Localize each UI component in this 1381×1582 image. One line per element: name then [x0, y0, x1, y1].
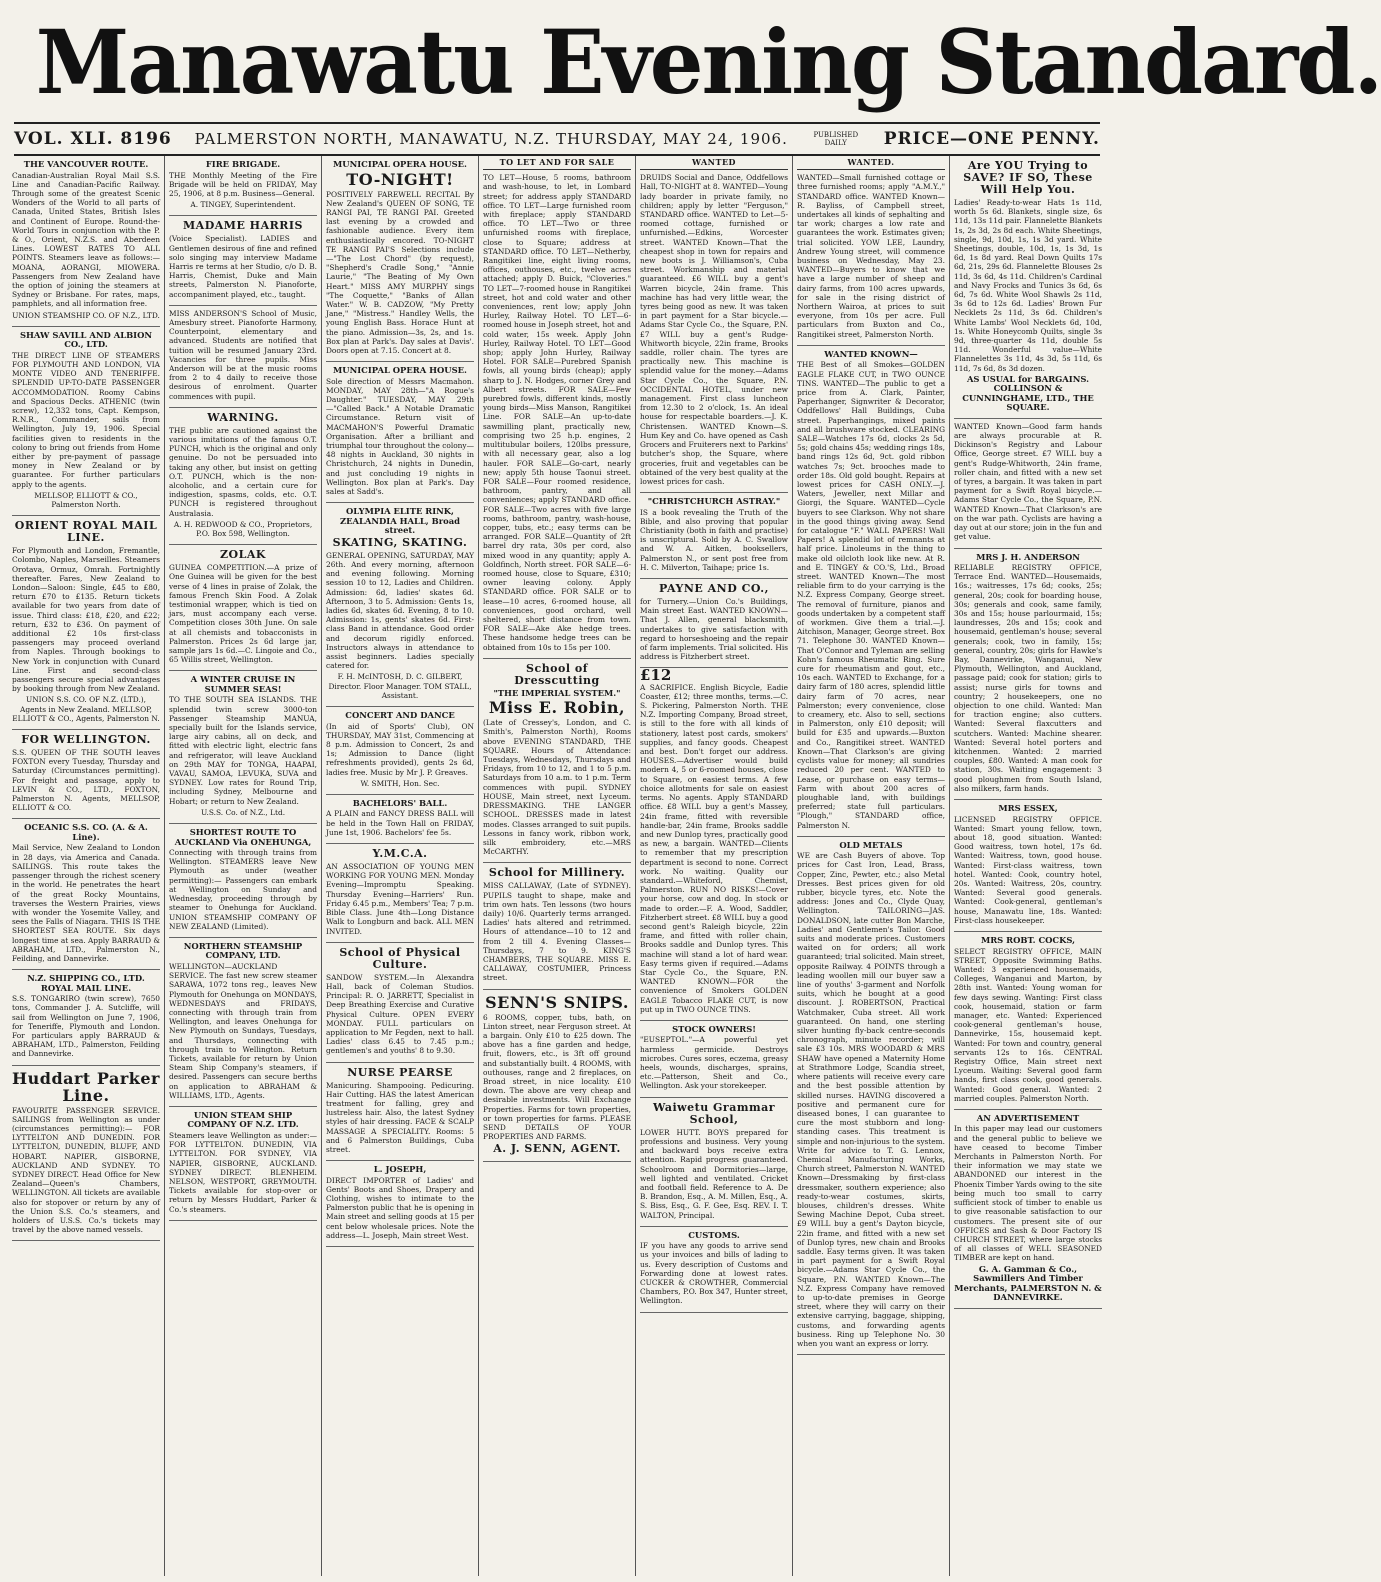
ad-text: Mail Service, New Zealand to London in 28 days, via America and Canada. SAILINGS. This route takes the passenger through the richest scenery in the world. He penetrates the heart of the great Rocky Mountains, traverses the Western Prairies, views with wonder the Yosemite Valley, and sees the Falls of Niagara. THIS IS THE SHORTEST SEA ROUTE. Six days longest time at sea. Apply BARRAUD & ABRAHAM, LTD., Palmerston N., Feilding, and Dannevirke. — [12, 843, 160, 963]
ad-text: In this paper may lead our customers and the general public to believe we have ceased to become Timber Merchants in Palmerston North. For their information we may state we ABANDONED our interest in the Phoenix Timber Yards owing to the site being much too small to carry sufficient stock of timber to enable us to give reasonable satisfaction to our customers. The present site of our OFFICES and Sash & Door Factory IS CHURCH STREET, where large stocks of all classes of WELL SEASONED TIMBER are kept on hand. — [954, 1124, 1102, 1263]
to-let-for-sale-listings — [483, 170, 631, 659]
place-date: PALMERSTON NORTH, MANAWATU, N.Z. THURSDAY, MAY 24, 1906. — [194, 130, 788, 148]
ad-title: L. JOSEPH, — [373, 1164, 427, 1175]
ad-bachelors-ball — [326, 795, 474, 844]
ad-title: OCEANIC S.S. CO. (A. & A. Line). — [24, 822, 148, 842]
ad-title: PAYNE AND CO., — [659, 582, 769, 596]
ad-text: Steamers leave Wellington as under:— FOR LYTTELTON. DUNEDIN, VIA LYTTELTON. FOR SYDNEY, VIA NAPIER, GISBORNE, AUCKLAND. SYDNEY DIRECT. BLENHEIM. NELSON, WESTPORT, GREYMOUTH. Tickets available for stop-over or return by Messrs Huddart, Parker & Co.'s steamers. — [169, 1130, 317, 1214]
ad-title: MUNICIPAL OPERA HOUSE. — [333, 365, 467, 376]
ad-for-wellington — [12, 730, 160, 819]
ad-shortest-route — [169, 824, 317, 938]
column-6 — [793, 156, 950, 1576]
ad-text: S.S. QUEEN OF THE SOUTH leaves FOXTON every Tuesday, Thursday and Saturday (Circumstances permitting). For freight and passage, apply to LEVIN & CO., LTD., FOXTON, Palmerston N. Agents, MELLSOP, ELLIOTT & CO. — [12, 748, 160, 813]
ad-old-metals — [797, 837, 945, 1355]
ad-name: Miss E. Robin, — [488, 698, 626, 718]
ad-mrs-essex — [954, 800, 1102, 932]
ad-text: S.S. TONGARIRO (twin screw), 7650 tons, Commander J. A. Sutcliffe, will sail from Wellington on June 7, 1906, for Teneriffe, Plymouth and London. For particulars apply BARRAUD & ABRAHAM, LTD., Palmerston, Feilding and Dannevirke. — [12, 994, 160, 1059]
ad-title: NORTHERN STEAMSHIP COMPANY, LTD. — [183, 940, 303, 961]
ad-text: DIRECT IMPORTER of Ladies' and Gents' Boots and Shoes, Drapery and Clothing, wishes to intimate to the Palmerston public that he is opening in Main street and selling goods at 15 per cent below wholesale prices. Note the address—L. Joseph, Main street West. — [326, 1175, 474, 1240]
ad-text: WANTED Known—Good farm hands are always procurable at R. Dickinson's Registry and Labour Office, George street. £7 WILL buy a gent's Rudge-Whitworth, 24in frame, roller chain, and fitted with a new set of tyres, a bargain. It was taken in part payment for a Swift Royal bicycle.—Adams Star Cycle Co., the Square, P.N. WANTED Known—That Clarkson's are on the war path. Cyclists are having a day out at our store; join in the fun and get value. — [954, 421, 1102, 542]
ad-text: SELECT REGISTRY OFFICE, MAIN STREET, Opposite Swimming Baths. Wanted: 3 experienced housemaids, Colleges, Wanganui and Marton, by 28th inst. Wanted: Young woman for few days sewing. Wanting: First class cook, housemaid, station or farm manager, etc. Wanted: Experienced cook-general gentleman's house, Dannevirke, 15s, housemaid kept. Wanted: For town and country, general servants 12s to 16s. CENTRAL Registry Office, Main street next Lyceum. Waiting: Several good farm hands, first class cook, good generals. Wanted: Good general. Wanted: 2 married couples. Palmerston North. — [954, 946, 1102, 1103]
volume-number: VOL. XLI. 8196 — [14, 129, 172, 149]
ad-union-steamship — [169, 1107, 317, 1221]
ad-title: BACHELORS' BALL. — [352, 797, 448, 808]
ad-save-bargains — [954, 156, 1102, 419]
ad-agents: MELLSOP, ELLIOTT & CO., Palmerston North. — [34, 490, 138, 509]
column-2 — [165, 156, 322, 1576]
ad-headline: "THE IMPERIAL SYSTEM." — [493, 687, 621, 698]
column-4 — [479, 156, 636, 1576]
ad-text: for Turnery.—Union Co.'s Buildings, Main street East. WANTED KNOWN—That J. Allen, general blacksmith, undertakes to give satisfaction with regard to horseshoeing and the repair of farm implements. Trial solicited. His address is Fitzherbert street. — [640, 597, 788, 662]
column-5 — [636, 156, 793, 1576]
ad-text: "EUSEPTOL."—A powerful yet harmless germicide. Destroys microbes. Cures sores, eczema, greasy heels, wounds, discharges, sprains, etc.—Patterson, Sheit and Co., Wellington. Ask your storekeeper. — [640, 1035, 788, 1091]
ad-text: IS a book revealing the Truth of the Bible, and also proving that popular Christianity (both in faith and practise) is unscriptural. Sold by A. C. Swallow and W. A. Aitken, booksellers, Palmerston N., or sent post free from H. C. Milverton, Taihape; price 1s. — [640, 507, 788, 572]
ad-title: MADAME HARRIS — [183, 219, 303, 233]
ad-millinery — [483, 863, 631, 989]
ad-title: MUNICIPAL OPERA HOUSE. — [333, 159, 467, 169]
ad-title: NURSE PEARSE — [347, 1065, 453, 1079]
ad-oceanic — [12, 819, 160, 970]
masthead-title: Manawatu Evening Standard. — [35, 10, 1381, 114]
ad-text: LOWER HUTT. BOYS prepared for professions and business. Very young and backward boys receive extra attention. Rapid progress guaranteed. Schoolroom and Dormitories—large, well lighted and ventilated. Cricket and football field. Reference to A. De B. Brandon, Esq., A. M. Millen, Esq., A. S. Biss, Esq., G. F. Gee, Esq. REV. I. T. WALTON, Principal. — [640, 1127, 788, 1220]
ad-title: SENN'S SNIPS. — [485, 992, 629, 1012]
ad-physical-culture — [326, 943, 474, 1063]
ad-madame-harris — [169, 216, 317, 305]
ad-text: Canadian-Australian Royal Mail S.S. Line and Canadian-Pacific Railway. Through some of the greatest Scenic Wonders of the World to all parts of Canada, United States, British Isles and Continent of Europe. Round-the-World Tours in conjunction with the P. & O., Orient, N.Z.S. and Aberdeen Lines. LOWEST RATES TO ALL POINTS. Steamers leave as follows:— MOANA, AORANGI, MIOWERA. Passengers from New Zealand have the option of joining the steamers at Sydney or Brisbane. For rates, maps, pamphlets, and all information free. — [12, 170, 160, 309]
ad-orient-line — [12, 516, 160, 730]
ad-text: Sole direction of Messrs Macmahon. MONDAY, MAY 28th—"A Rogue's Daughter." TUESDAY, MAY 29th—"Called Back." A Notable Dramatic Circumstance. Return visit of MACMAHON'S Powerful Dramatic Organisation. After a brilliant and triumphal tour throughout the colony—48 nights in Auckland, 30 nights in Christchurch, 24 nights in Dunedin, and just concluding 19 nights in Wellington. Box plan at Park's. Day sales at Sadd's. — [326, 376, 474, 497]
ad-sign: A. TINGEY, Superintendent. — [190, 200, 296, 210]
ad-title: ORIENT ROYAL MAIL LINE. — [14, 519, 158, 545]
ad-text: Ladies' Ready-to-wear Hats 1s 11d, worth 5s 6d. Blankets, single size, 6s 11d, 13s 11d pair. Flannelette Blankets 1s, 2s 3d, 2s 8d each. White Sheetings, single, 9d, 10d, 1s, 1s 3d yard. White Sheetings, double, 10d, 1s, 1s 3d, 1s 6d, 1s 8d yard. Real Down Quilts 17s 6d, 21s, 29s 6d. Flannelette Blouses 2s 11d, 3s 6d, 4s 11d. Children's Cardinal and Navy Frocks and Tunics 3s 6d, 6s 6d, 7s 6d. White Wool Shawls 2s 11d, 3s 6d to 12s 6d. Ladies' Brown Fur Necklets 2s 11d, 3s 6d. Children's White Lambs' Wool Necklets 6d, 10d, 1s. White Honeycomb Quilts, single 3s 9d, three-quarter 4s 11d, double 5s 11d. Wonderful value—White Flannelettes 3s 11d, 4s 3d, 5s 11d, 6s 11d, 7s 6d, 8s 3d dozen. — [954, 198, 1102, 373]
ad-winter-cruise — [169, 671, 317, 824]
ad-text: WE are Cash Buyers of above. Top prices for Cast Iron, Lead, Brass, Copper, Zinc, Pewter, etc.; also Metal Dresses. Best prices given for old rubber, bicycle tyres, etc. Note the address: Jones and Co., Clyde Quay, Wellington. TAILORING—JAS. DONALDSON, late cutter Bon Marche, Ladies' and Gentlemen's Tailor. Good suits and moderate prices. Customers waited on for orders; all work guaranteed; trial solicited. Main street, opposite Railway. 4 POINTS through a leading woollen mill our buyer saw a line of youths' 3-garment and Norfolk suits, which he bought at a good discount. J. ROBERTSON, Practical Watchmaker, Cuba street. All work guaranteed. On hand, one sterling silver hunting fly-back centre-seconds chronograph, minute recorder; will sale £3 10s. MRS WOODARD & MRS SHAW have opened a Maternity Home at Strathmore Lodge, Scandia street, where patients will receive every care and the best possible attention by skilled nurses. HAVING discovered a positive and permanent cure for diseased bones, I can guarantee to cure the most stubborn and long-standing cases. This treatment is simple and non-injurious to the system. Write for advice to T. G. Lennox, Chemical Manufacturing Works, Church street, Palmerston N. WANTED Known—Dressmaking by first-class dressmaker, southern experience; also ready-to-wear costumes, skirts, blouses, children's dresses. White Sewing Machine Depot, Cuba street. £9 WILL buy a gent's Dayton bicycle, 22in frame, and fitted with a new set of Dunlop tyres, new chain and Brooks saddle. Easy terms given. It was taken in part payment for a Swift Royal bicycle.—Adams Star Cycle Co., the Square, P.N. WANTED Known—The N.Z. Express Company have removed to up-to-date premises in George street, where they will carry on their extensive carrying, baggage, shipping, customs, and forwarding agents business. Ring up Telephone No. 30 when you want an express or lorry. — [797, 851, 945, 1348]
ad-skating-rink — [326, 503, 474, 707]
ad-title: "CHRISTCHURCH ASTRAY." — [647, 496, 781, 507]
ad-title: ZOLAK — [220, 548, 266, 562]
ad-title: MRS ESSEX, — [998, 803, 1058, 814]
ad-title: CUSTOMS. — [688, 1229, 740, 1240]
ad-text: FAVOURITE PASSENGER SERVICE. SAILINGS from Wellington as under (circumstances permitting):— FOR LYTTELTON AND DUNEDIN. FOR LYTTELTON, DUNEDIN, BLUFF, AND HOBART. NAPIER, GISBORNE, AUCKLAND AND SYDNEY. TO SYDNEY DIRECT. Head Office for New Zealand—Queen's Chambers, WELLINGTON. All tickets are available also for stopover or return by any of the Union S.S. Co.'s steamers, and holders of U.S.S. Co.'s tickets may travel by the above named vessels. — [12, 1105, 160, 1235]
ad-christchurch-astray — [640, 493, 788, 579]
ad-text: Manicuring. Shampooing. Pedicuring. Hair Cutting. HAS the latest American treatment for falling, grey and lustreless hair. Also, the latest Sydney styles of hair dressing. FACE & SCALP MASSAGE A SPECIALITY. Rooms: 5 and 6 Palmerston Buildings, Cuba street. — [326, 1080, 474, 1154]
ad-vancouver-route — [12, 156, 160, 327]
ad-title: THE VANCOUVER ROUTE. — [23, 159, 149, 169]
ad-title: MRS ROBT. COCKS, — [980, 935, 1076, 946]
ad-title: Huddart Parker Line. — [12, 1068, 160, 1105]
ad-text: TO THE SOUTH SEA ISLANDS. THE splendid twin screw 3000-ton Passenger Steamship MANUA, specially built for the Islands service, large airy cabins, all on deck, and fitted with electric light, electric fans and refrigerator, will leave Auckland on 29th MAY for TONGA, HAAPAI, VAVAU, SAMOA, LEVUKA, SUVA and SYDNEY. Low rates for Round Trip, including Sydney, Melbourne and Hobart; or return to New Zealand. — [169, 695, 317, 806]
ad-title: OLD METALS — [839, 839, 903, 850]
ad-text: POSITIVELY FAREWELL RECITAL By New Zealand's QUEEN OF SONG, TE RANGI PAI, TE RANGI PAI. Greeted last evening by a crowded and fashionable audience. Every item enthusiastically encored. TO-NIGHT TE RANGI PAI'S Selections include—"The Lost Chord" (by request), "Shepherd's Cradle Song," "Annie Laurie," "The Beating of My Own Heart." MISS AMY MURPHY sings "The Coquette," "Banks of Allan Water." W. B. CADZOW, "My Pretty Jane," "Mistress." Handley Wells, the young English Bass. Horace Hunt at the piano. Admission—3s, 2s, and 1s. Box plan at Park's. Day sales at Davis'. Doors open at 7.15. Concert at 8. — [326, 189, 474, 355]
ad-text: SANDOW SYSTEM.—In Alexandra Hall, back of Coleman Studios. Principal: R. O. JARRETT, Specialist in Deep Breathing Exercise and Curative Physical Culture. OPEN EVERY MONDAY. FULL particulars on application to Mr Fegden, next to hall. Ladies' class 6.45 to 7.45 p.m.; gentlemen's and youths' 8 to 9.30. — [326, 972, 474, 1056]
ad-text: IF you have any goods to arrive send us your invoices and bills of lading to us. Every description of Customs and Forwarding done at lowest rates. CUCKER & CROWTHER, Commercial Chambers, P.O. Box 347, Hunter street, Wellington. — [640, 1241, 788, 1306]
column-7 — [950, 156, 1106, 1576]
ad-text: Connecting with through trains from Wellington. STEAMERS leave New Plymouth as under (weather permitting):— Passengers can embark at Wellington on Sunday and Wednesday, proceeding through by steamer to Onehunga for Auckland. UNION STEAMSHIP COMPANY OF NEW ZEALAND (Limited). — [169, 848, 317, 931]
ad-wanted-known — [797, 346, 945, 837]
ad-title: Y.M.C.A. — [372, 847, 428, 861]
ad-sign: F. H. McINTOSH, D. C. GILBERT, Director. Floor Manager. TOM STALL, Assistant. — [328, 672, 472, 700]
ad-customs — [640, 1227, 788, 1313]
ad-title: SHORTEST ROUTE TO AUCKLAND Via ONEHUNGA, — [174, 827, 312, 847]
ad-senns-snips — [483, 990, 631, 1163]
ad-footer: G. A. Gamman & Co., Sawmillers And Timber Merchants, PALMERSTON N. & DANNEVIRKE. — [954, 1263, 1102, 1303]
ad-footer: AS USUAL for BARGAINS. COLLINSON & CUNNINGHAME, LTD., THE SQUARE. — [962, 373, 1094, 413]
wanted-listings — [797, 170, 945, 346]
wanted-listings — [640, 170, 788, 493]
ad-text: DRUIDS Social and Dance, Oddfellows Hall, TO-NIGHT at 8. WANTED—Young lady boarder in private family, no children; apply by letter "Ferguson," STANDARD office. WANTED to Let—5-roomed cottage, furnished or unfurnished.—Edkins, Worcester street. WANTED Known—That the cheapest shop in town for repairs and new boots is J. Williamson's, Cuba street. Workmanship and material guaranteed. £6 WILL buy a gent's Warren bicycle, 24in frame. This machine has had very little wear, the tyres being good as new. It was taken in part payment for a Star bicycle.—Adams Star Cycle Co., the Square, P.N. £7 WILL buy a gent's Rudge-Whitworth bicycle, 22in frame, Brooks saddle, roller chain. The tyres are practically new. This machine is splendid value for the money.—Adams Star Cycle Co., the Square, P.N. OCCIDENTAL HOTEL, under new management. First class luncheon from 12.30 to 2 o'clock, 1s. An ideal house for respectable boarders.—J. K. Christensen. WANTED Known—S. Hum Key and Co. have opened as Cash Grocers and Fruiterers next to Parkins' butcher's shop, the Square, where groceries, fruit and vegetables can be obtained of the very best quality at the lowest prices for cash. — [640, 173, 788, 486]
ad-shaw-savill — [12, 327, 160, 516]
ad-text: A PLAIN and FANCY DRESS BALL will be held in the Town Hall on FRIDAY, June 1st, 1906. Bachelors' fee 5s. — [326, 809, 474, 837]
ad-title: FIRE BRIGADE. — [205, 159, 281, 169]
ad-headline: TO-NIGHT! — [346, 169, 454, 189]
section-header: WANTED — [640, 156, 788, 170]
ad-opera-house-macmahon — [326, 362, 474, 503]
ad-mrs-cocks — [954, 932, 1102, 1110]
ad-text: For Plymouth and London, Fremantle, Colombo, Naples, Marseilles. Steamers Orotava, Ormuz, Omrah. Fortnightly thereafter. Fares, New Zealand to London—Saloon: Single, £45 to £80, return £70 to £135. Return tickets available for two years from date of issue. Third class: £18, £20, and £22; return, £32 to £36. On payment of additional £2 10s first-class passengers may proceed overland from Naples. Through bookings to New York in conjunction with Cunard Line. First and second-class passengers secure special advantages by booking through from New Zealand. — [12, 546, 160, 694]
ad-text: GENERAL OPENING, SATURDAY, MAY 26th. And every morning, afternoon and evening following. Morning session 10 to 12, Ladies and Children. Admission: 6d, ladies' skates 6d. Afternoon, 3 to 5. Admission: Gents 1s, ladies 6d, skates 6d. Evening, 8 to 10. Admission: 1s, gents' skates 6d. First-class Band in attendance. Good order and decorum rigidly enforced. Instructors always in attendance to assist beginners. Ladies specially catered for. — [326, 550, 474, 671]
ad-text: RELIABLE REGISTRY OFFICE, Terrace End. WANTED—Housemaids, 16s.; waitresses, 17s 6d; cooks, 25s; general, 20s; cook for boarding house, 30s; generals and cook, same family, 30s and 15s; house parlourmaid, 15s; laundresses, 20s and 15s; cook and housemaid, gentleman's house; several generals; cook, two in family, 15s; general, country, 20s; girls for Hawke's Bay, Dannevirke, Wanganui, New Plymouth, Wellington, and Auckland, passage paid; cook for station; girls to assist; nurse girls for towns and country; 2 housekeepers, one no objection to one child. Wanted: Man for traction engine; also cutters. Wanted: Several flaxcutters and scutchers. Wanted: Machine shearer. Wanted: Several hotel porters and kitchenmen. Wanted: 2 married couples, £80. Wanted: A man cook for station, 30s. Waiting engagement: 3 good ploughmen from South Island, also milkers, farm hands. — [954, 563, 1102, 793]
ad-text: TO LET—House, 5 rooms, bathroom and wash-house, to let, in Lombard street; for address apply STANDARD office. TO LET—Large furnished room with fireplace; apply STANDARD office. TO LET—Two or three unfurnished rooms with fireplace, close to Square; address at STANDARD office. TO LET—Netherby, Rangitikei line, eight living rooms, offices, outhouses, etc., twelve acres attached; apply D. Buick, "Cloveries." TO LET—7-roomed house in Rangitikei street, hot and cold water and other conveniences, rent low; apply John Hurley, Railway Hotel. TO LET—6-roomed house in Joseph street, hot and cold water, 15s week. Apply John Hurley, Railway Hotel. TO LET—Good shop; apply John Hurley, Railway Hotel. FOR SALE—Purebred Spanish fowls, all young birds (cheap); apply sharp to J. N. Hodges, corner Grey and Albert streets. FOR SALE—Few purebred fowls, different kinds, mostly young birds—Miss Manson, Rangitikei Line. FOR SALE—An up-to-date sawmilling plant, practically new, comprising two 25 h.p. engines, 2 multitubular boilers, 120lbs pressure, with all necessary gear, also a log hauler. FOR SALE—Go-cart, nearly new; apply 5th house Taonui street. FOR SALE—Four roomed residence, bathroom, pantry, and all conveniences; apply STANDARD office. FOR SALE—Two acres with five large rooms, bathroom, pantry, wash-house, copper, tubs, etc.; easy terms can be arranged. FOR SALE—Quantity of 2ft barrel dry rata, 30s per cord, also mixed wood in any quantity; apply A. Goldfinch, North street. FOR SALE—6-roomed house, close to Square, £310; owner leaving colony. Apply STANDARD office. FOR SALE or to lease—10 acres, 6-roomed house, all conveniences, good orchard, well sheltered, short distance from town. FOR SALE—Ake Ake hedge trees. These handsome hedge trees can be obtained from 10s to 15s per 100. — [483, 173, 631, 652]
ad-text: WANTED—Small furnished cottage or three furnished rooms; apply "A.M.Y.," STANDARD office. WANTED Known—R. Bayliss, of Campbell street, undertakes all kinds of sephalting and tar work; charges a low rate and guarantees the work. Estimates given; trial solicited. YOW LEE, Laundry, Andrew Young street, will commence business on Wednesday, May 23. WANTED—Buyers to know that we have a large number of sheep and dairy farms, from 100 acres upwards, for sale in the rising district of Northern Wairoa, at prices to suit everyone, from 10s per acre. Full particulars from Buxton and Co., Rangitikei street, Palmerston North. — [797, 173, 945, 339]
ad-title: School for Millinery. — [488, 866, 626, 880]
ad-title: SHAW SAVILL AND ALBION CO., LTD. — [19, 329, 153, 350]
section-header: TO LET AND FOR SALE — [483, 156, 631, 170]
ad-text: 6 ROOMS, copper, tubs, bath, on Linton street, near Ferguson street. At a bargain. Only £10 to £25 down. The above has a fine garden and hedge, fruit, flowers, etc., is 3ft off ground and substantially built. 4 ROOMS, with outhouses, range and 2 fireplaces, on Broad street, in nice locality. £10 down. The above are very cheap and desirable investments. Will Exchange Properties. Farms for town properties, or town properties for farms. PLEASE SEND DETAILS OF YOUR PROPERTIES AND FARMS. — [483, 1012, 631, 1142]
ad-title: WANTED KNOWN— — [824, 348, 918, 359]
ad-title: N.Z. SHIPPING CO., LTD. ROYAL MAIL LINE. — [27, 973, 145, 993]
dateline-bar — [14, 122, 1100, 156]
ad-agents: UNION S.S. CO. OF N.Z. (LTD.), Agents in New Zealand. MELLSOP, ELLIOTT & CO., Agents, Palmerston N. — [12, 695, 160, 723]
ad-concert-dance — [326, 707, 474, 795]
ad-agents: UNION STEAMSHIP CO. OF N.Z., LTD. — [12, 310, 160, 320]
ad-title: STOCK OWNERS! — [672, 1023, 756, 1034]
column-1 — [8, 156, 165, 1576]
ad-text: THE Monthly Meeting of the Fire Brigade will be held on FRIDAY, May 25, 1906, at 8 p.m. Business—General. — [169, 170, 317, 198]
ad-title: Are YOU Trying to SAVE? IF SO, These Will Help You. — [963, 159, 1093, 196]
ad-dresscutting — [483, 659, 631, 864]
ad-payne-and-co — [640, 579, 788, 668]
ad-sacrifice — [640, 668, 788, 1021]
ad-warning — [169, 408, 317, 545]
ad-text: THE DIRECT LINE OF STEAMERS FOR PLYMOUTH AND LONDON, VIA MONTE VIDEO AND TENERIFFE. SPLENDID UP-TO-DATE PASSENGER ACCOMMODATION. Roomy Cabins and Spacious Decks. ATHENIC (twin screw), 12,332 tons, Capt. Kempson, R.N.R., Commander, sails from Wellington, July 19, 1906. Special facilities given to residents in the colony to bring out friends from Home either by pre-payment of passage money in New Zealand or by guarantee. For further particulars apply to the agents. — [12, 350, 160, 489]
ad-text: AN ASSOCIATION OF YOUNG MEN WORKING FOR YOUNG MEN. Monday Evening—Impromptu Speaking. Thursday Evening—Harriers' Run. Friday 6.45 p.m., Members' Tea; 7 p.m. Bible Class. June 4th—Long Distance Walk to Longburn and back. ALL MEN INVITED. — [326, 862, 474, 936]
ad-sign: W. SMITH, Hon. Sec. — [360, 778, 440, 788]
ad-l-joseph — [326, 1161, 474, 1247]
ad-grammar-school — [640, 1098, 788, 1227]
ad-title: Waiwetu Grammar School, — [652, 1100, 776, 1126]
price: PRICE—ONE PENNY. — [883, 129, 1100, 149]
ad-fire-brigade — [169, 156, 317, 216]
ad-northern-steamship — [169, 938, 317, 1107]
published-daily: PUBLISHED DAILY — [813, 131, 859, 147]
ad-title: FOR WELLINGTON. — [21, 733, 151, 747]
ad-title: WARNING. — [207, 410, 279, 424]
ad-sign: A. H. REDWOOD & CO., Proprietors, P.O. Box 598, Wellington. — [173, 519, 313, 538]
ad-text: (Late of Cressey's, London, and C. Smith's, Palmerston North), Rooms above EVENING STANDARD, THE SQUARE. Hours of Attendance: Tuesdays, Wednesdays, Thursdays and Fridays, from 10 to 12, and 1 to 5 p.m. Saturdays from 10 a.m. to 1 p.m. Term commences with pupil. SYDNEY HOUSE, Main street, next Lyceum. DRESSMAKING. THE LANGER SCHOOL. DRESSES made in latest modes. Classes arranged to suit pupils. Lessons in fancy work, ribbon work, silk embroidery, etc.—MRS McCARTHY. — [483, 718, 631, 857]
ad-nurse-pearse — [326, 1063, 474, 1162]
ad-title: A WINTER CRUISE IN SUMMER SEAS! — [190, 674, 296, 694]
ad-gamman — [954, 1110, 1102, 1309]
ad-huddart-parker — [12, 1066, 160, 1242]
column-3 — [322, 156, 479, 1576]
ad-title: CONCERT AND DANCE — [345, 710, 455, 721]
ad-stock-owners — [640, 1021, 788, 1098]
ad-price: £12 — [640, 666, 672, 685]
ad-text: (In aid of Sports' Club), ON THURSDAY, MAY 31st, Commencing at 8 p.m. Admission to Concert, 2s and 1s; Admission to Dance (light refreshments provided), gents 2s 6d, ladies free. Music by Mr J. P. Greaves. — [326, 721, 474, 777]
ad-text: A SACRIFICE. English Bicycle, Eadie Coaster, £12; three months, terms.—C. S. Pickering, Palmerston North. THE N.Z. Importing Company, Broad street, is still to the fore with all kinds of stationery, latest post cards, smokers' supplies, and fancy goods. Cheapest and best. Don't forget our address. HOUSES.—Advertiser would build modern 4, 5 or 6-roomed houses, close to Square, on easiest terms. A few choice allotments for sale on easiest terms. No agents. Apply STANDARD office. £8 WILL buy a gent's Massey, 24in frame, fitted with reversible handle-bar, 24in frame, Brooks saddle and new Dunlop tyres, practically good as new, a bargain. WANTED—Clients to remember that my prescription department is second to none. Correct work. No waiting. Quality our standard.—Whiteford, Chemist, Palmerston. RUN NO RISKS!—Cover your horse, cow and dog. In stock or made to order.—F. A. Wood, Saddler, Fitzherbert street. £8 WILL buy a good second gent's Raleigh bicycle, 22in frame, and fitted with roller chain, Brooks saddle and Dunlop tyres. This machine will stand a lot of hard wear. Easy terms given if required.—Adams Star Cycle Co., the Square, P.N. WANTED KNOWN—FOR the convenience of Smokers GOLDEN EAGLE Tobacco FLAKE CUT, is now put up in TWO OUNCE TINS. — [640, 682, 788, 1014]
ad-headline: SKATING, SKATING. — [332, 535, 468, 549]
ad-nz-shipping — [12, 970, 160, 1065]
ad-text: MISS CALLAWAY, (Late of SYDNEY). PUPILS taught to shape, make and trim own hats. Ten lessons (two hours daily) 10/6. Quarterly terms arranged. Ladies' hats altered and retrimmed. Hours of attendance—10 to 12 and from 2 till 4. Evening Classes—Thursdays, 7 to 9. KING'S CHAMBERS, THE SQUARE. MISS E. CALLAWAY, COSTUMIER, Princess street. — [483, 881, 631, 983]
ad-text: GUINEA COMPETITION.—A prize of One Guinea will be given for the best verse of 4 lines in praise of Zolak, the famous French Skin Food. A Zolak testimonial wrapper, which is tied on jars, must accompany each verse. Competition closes 30th June. On sale at all chemists and tobacconists in Palmerston. Prices 2s 6d large jar, sample jars 1s 6d.—C. Lingoie and Co., 65 Willis street, Wellington. — [169, 563, 317, 665]
ad-title: MRS J. H. ANDERSON — [976, 551, 1080, 562]
ad-zolak — [169, 545, 317, 671]
ad-title: School of Physical Culture. — [339, 945, 461, 971]
columns — [8, 156, 1106, 1576]
ad-text: WELLINGTON—AUCKLAND SERVICE. The fast new screw steamer SARAWA, 1072 tons reg., leaves New Plymouth for Onehunga on MONDAYS, WEDNESDAYS and FRIDAYS, connecting with through train from Wellington, and leaves Onehunga for New Plymouth on Sundays, Tuesdays, and Thursdays, connecting with through train to Wellington. Return Tickets, available for return by Union Steam Ship Company's steamers, if desired. Passengers can secure berths on application to ABRAHAM & WILLIAMS, LTD., Agents. — [169, 961, 317, 1100]
ad-text: LICENSED REGISTRY OFFICE. Wanted: Smart young fellow, town, about 18, good situation. Wanted: Good waitress, town hotel, 17s 6d. Wanted: Waitress, town, good house. Wanted: First-class waitress, town hotel. Wanted: Cook, country hotel, 20s. Wanted: Waitress, 20s, country. Wanted: Several good generals. Wanted: Cook-general, gentleman's house, Manawatu line, 18s. Wanted: First-class housekeeper. — [954, 814, 1102, 925]
ad-miss-anderson — [169, 306, 317, 408]
ad-title: UNION STEAM SHIP COMPANY OF N.Z. LTD. — [187, 1109, 299, 1130]
ad-mrs-anderson — [954, 549, 1102, 801]
ad-text: THE Best of all Smokes—GOLDEN EAGLE FLAKE CUT, in TWO OUNCE TINS. WANTED—The public to get a price from A. Clark, Painter, Paperhanger, Signwriter & Decorator, Oddfellows' Hall Buildings, Cuba street. Paperhangings, mixed paints and all brushware stocked. CLEARING SALE—Watches 17s 6d, clocks 2s 5d, 5s; gold chains 45s; wedding rings 18s, band rings 12s 6d, 9ct. gold ribbon watches 7s; 9ct. brooches made to order 18s. Old gold bought. Repairs at lowest prices for CASH ONLY.—J. Waters, Jeweller, next Millar and Giorgi, the Square. WANTED—Cycle buyers to see Clarkson. Why not share in the good things giving away. Send for catalogue "F." WALL PAPERS! Wall Papers! A splendid lot of remnants at half price. Linoleums in the thing to make old oilcloth look like new. At R. and E. TINGEY & CO.'S, Ltd., Broad street. WANTED Known—The most reliable firm to do your carrying is the N.Z. Express Company, George street. The removal of furniture, pianos and goods undertaken by a competent staff of workmen. Give them a trial.—J. Aitchison, Manager, George street. Box 71. Telephone 30. WANTED Known—That O'Connor and Tyleman are selling Kohn's famous Rheumatic Ring. Sure cure for rheumatism and gout, etc., 10s each. WANTED to Exchange, for a dairy farm of 180 acres, splendid little dairy farm of 70 acres, near Palmerston; every convenience, close to creamery, etc. Also to sell, sections in Palmerston, only £10 deposit; will build for £35 and upwards.—Buxton and Co., Rangitikei street. WANTED Known—That Clarkson's are giving cyclists value for money; all sundries reduced 20 per cent. WANTED to Lease, or purchase on easy terms—Farm with about 200 acres of ploughable land, with buildings preferred; state full particulars. "Plough," STANDARD office, Palmerston N. — [797, 360, 946, 830]
ad-sign: U.S.S. Co. of N.Z., Ltd. — [200, 807, 286, 817]
ad-sign: A. J. SENN, AGENT. — [493, 1142, 621, 1156]
ad-opera-house-tonight — [326, 156, 474, 362]
ad-title: AN ADVERTISEMENT — [976, 1112, 1080, 1123]
ad-wanted-known — [954, 419, 1102, 549]
ad-text: THE public are cautioned against the various imitations of the famous O.T. PUNCH, which is the original and only genuine. Do not be persuaded into taking any other, but insist on getting O.T. PUNCH, which is the non-alcoholic, and a certain cure for indigestion, spasms, colds, etc. O.T. PUNCH is registered throughout Australasia. — [169, 425, 317, 518]
ad-title: School of Dresscutting — [514, 661, 600, 687]
ad-title: OLYMPIA ELITE RINK, ZEALANDIA HALL, Broad street. — [339, 506, 460, 536]
ad-text: (Voice Specialist). LADIES and Gentlemen desirous of fine and refined solo singing may interview Madame Harris re terms at her Studio, c/o D. B. Harris, Chemist, Duke and Main streets, Palmerston N. Pianoforte, accompaniment played, etc., taught. — [169, 234, 317, 299]
ad-ymca — [326, 844, 474, 943]
section-header: WANTED. — [797, 156, 945, 170]
ad-text: MISS ANDERSON'S School of Music, Amesbury street. Pianoforte Harmony, Counterpoint, elementary and advanced. Students are notified that tuition will be resumed January 23rd. Vacancies for three pupils. Miss Anderson will be at the music rooms from 2 to 4 daily to receive those desirous of enrolment. Quarter commences with pupil. — [169, 308, 317, 401]
